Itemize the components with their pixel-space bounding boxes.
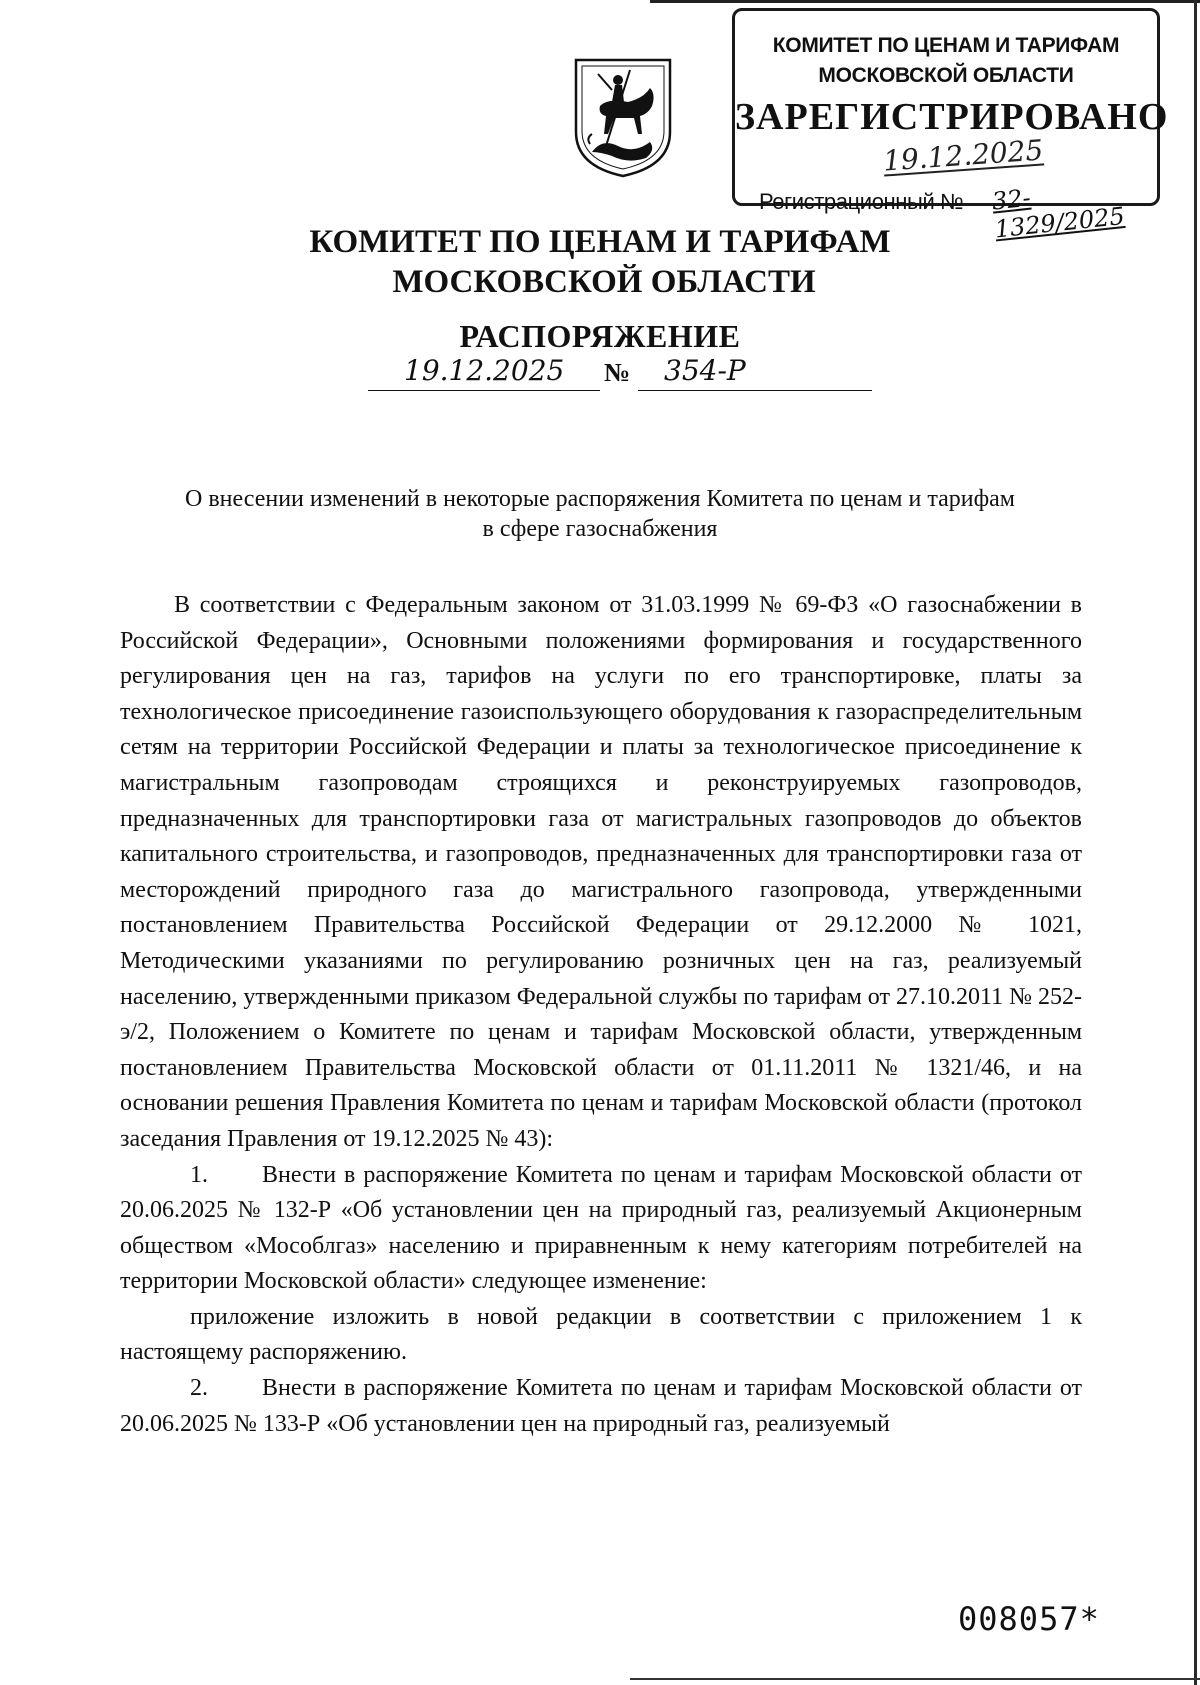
scan-edge-bottom: [630, 1678, 1200, 1680]
handwritten-document-number: 354-Р: [664, 354, 746, 387]
stamp-handwritten-date: 19.12.2025: [882, 133, 1045, 178]
scan-edge-top: [650, 0, 1200, 3]
document-type: РАСПОРЯЖЕНИЕ: [459, 318, 741, 354]
item-1-sub-paragraph: приложение изложить в новой редакции в соответствии с приложением 1 к настоящему распоряжению.: [120, 1303, 1082, 1366]
date-underline: [368, 390, 600, 391]
document-subject: [120, 484, 1080, 544]
stamp-handwritten-regno: 32-1329/2025: [990, 183, 1126, 244]
committee-title-line: КОМИТЕТ ПО ЦЕНАМ И ТАРИФАМ: [309, 224, 891, 260]
stamp-org-line: КОМИТЕТ ПО ЦЕНАМ И ТАРИФАМ: [772, 34, 1120, 57]
item-number: 1.: [190, 1161, 208, 1188]
stamp-regno-label: Регистрационный №: [759, 189, 964, 214]
item-text: Внести в распоряжение Комитета по ценам и тарифам Московской области от 20.06.2025 № 132-Р «Об установлении цен на природный газ, реализуемый Акционерным обществом «Мособлгаз» населению и приравненным к нему категориям потребителей на территории Московской области» следующее изменение:: [120, 1161, 1082, 1295]
item-text: Внести в распоряжение Комитета по ценам и тарифам Московской области от 20.06.2025 № 133-Р «Об установлении цен на природный газ, реализуемый: [120, 1375, 1082, 1437]
committee-title-line: МОСКОВСКОЙ ОБЛАСТИ: [392, 264, 816, 300]
item-2-paragraph: [120, 1371, 1082, 1442]
subject-line: в сфере газоснабжения: [482, 516, 718, 542]
serial-number: 008057*: [958, 1600, 1100, 1638]
preamble-paragraph: В соответствии с Федеральным законом от 31.03.1999 № 69-ФЗ «О газоснабжении в Российской Федерации», Основными положениями формирования и государственного регулирования цен на газ, тарифов на услуги по его транспортировке, платы за технологическое присоединение газоиспользующего оборудования к газораспределительным сетям на территории Российской Федерации и платы за технологическое присоединение к магистральным газопроводам строящихся и реконструируемых газопроводов, предназначенных для транспортировки газа от магистральных газопроводов до объектов капитального строительства, и газопроводов, предназначенных для транспортировки газа от месторождений природного газа до магистрального газопровода, утвержденными постановлением Правительства Российской Федерации от 29.12.2000 № 1021, Методическими указаниями по регулированию розничных цен на газ, реализуемый населению, утвержденными приказом Федеральной службы по тарифам от 27.10.2011 № 252-э/2, Положением о Комитете по ценам и тарифам Московской области, утвержденным постановлением Правительства Московской области от 01.11.2011 № 1321/46, и на основании решения Правления Комитета по ценам и тарифам Московской области (протокол заседания Правления от 19.12.2025 № 43):: [120, 592, 1082, 1152]
stamp-org: [735, 31, 1157, 91]
document-date-number: [368, 354, 872, 394]
stamp-org-line: МОСКОВСКОЙ ОБЛАСТИ: [818, 64, 1074, 87]
committee-title: [0, 222, 1200, 302]
handwritten-document-date: 19.12.2025: [404, 354, 565, 387]
number-sign: №: [604, 358, 631, 387]
number-underline: [638, 390, 872, 391]
document-body: [120, 588, 1082, 1442]
registration-stamp: [732, 8, 1169, 244]
item-1-paragraph: [120, 1158, 1082, 1300]
item-number: 2.: [190, 1375, 208, 1402]
stamp-status: ЗАРЕГИСТРИРОВАНО: [735, 96, 1169, 138]
subject-line: О внесении изменений в некоторые распоряжения Комитета по ценам и тарифам: [185, 486, 1015, 512]
coat-of-arms-icon: [568, 54, 678, 180]
